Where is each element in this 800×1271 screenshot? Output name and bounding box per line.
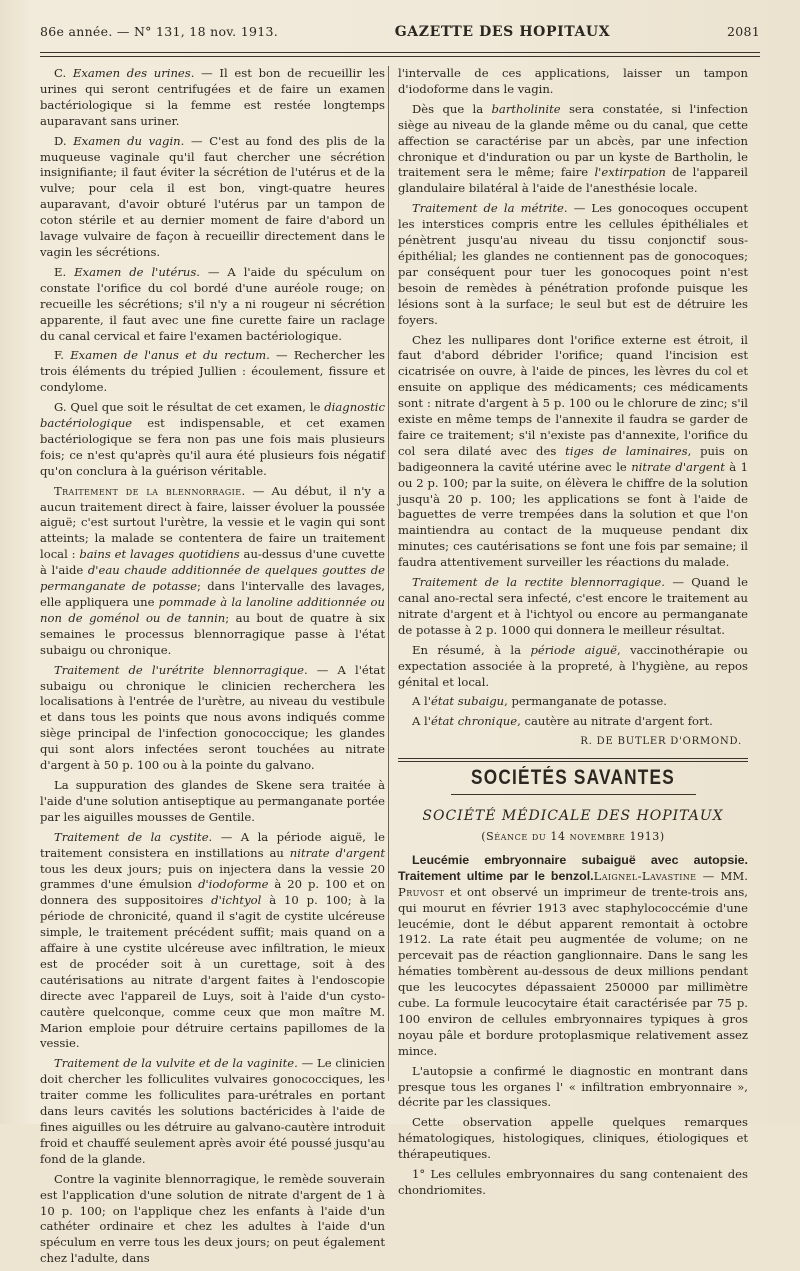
paragraph <box>40 484 385 659</box>
running-header <box>40 24 760 48</box>
paragraph <box>398 694 748 710</box>
italic-span: tiges de laminaires <box>565 443 688 458</box>
italic-span: Traitement de la rectite blennorragique. <box>412 575 665 590</box>
text-span: — Il est bon de recueillir les urines qui seront centrifugées et de faire un examen bactériologique si la femme est restée longtemps auparavant sans uriner. <box>40 66 385 128</box>
text-span: tous les deux jours; puis on injectera dans la vessie 20 grammes d'une émulsion <box>40 861 385 892</box>
left-column <box>40 66 385 1271</box>
text-span: sera constatée, si l'infection siège au niveau de la glande même ou du canal, que cette affection se caractérise par un abcès, par une infection chronique et d'induration ou par un kyste de Bartholin, le traitement sera le même; faire <box>398 101 748 180</box>
text-span: — A l'état subaigu ou chronique le clinicien recherchera les localisations à l'entrée de l'urètre, au niveau du vestibule et dans tous les points que nous avons indiqués comme siège principal de l'infection gonococcique; les glandes qui sont alors infectées seront touchées au nitrate d'argent à 50 p. 100 ou à la pointe du galvano. <box>40 662 385 773</box>
text-span: de l'appareil glandulaire bilatéral à l'aide de l'anesthésie locale. <box>398 165 748 196</box>
text-span: A l' <box>412 714 431 729</box>
text-span: et <box>444 884 468 899</box>
society-title: SOCIÉTÉ MÉDICALE DES HOPITAUX <box>422 808 724 825</box>
text-span: Dès que la <box>412 101 492 116</box>
italic-span: d'eau chaude additionnée de quelques gouttes de permanganate de potasse <box>40 563 385 594</box>
paragraph <box>398 1064 748 1112</box>
paragraph <box>398 853 748 1060</box>
italic-span: état chronique <box>430 714 518 729</box>
page-number: 2081 <box>726 24 760 39</box>
paragraph <box>398 333 748 572</box>
smallcaps-span: Pruvost <box>398 884 445 899</box>
italic-span: bartholinite <box>491 101 561 116</box>
paragraph <box>40 663 385 774</box>
text-span: En résumé, à la <box>412 642 531 657</box>
text-span: E. <box>54 264 75 279</box>
text-span: — A l'aide du spéculum on constate l'orifice du col bordé d'une auréole rouge; on recueille les sécrétions; s'il n'y a ni rougeur ni sécrétion apparente, il faut avec une fine curette faire un raclage du canal cervical et faire l'examen bactériologique. <box>40 264 385 343</box>
smallcaps-span: Traitement de la blennorragie. <box>54 483 246 498</box>
issue-info: 86e année. — N° 131, 18 nov. 1913. <box>40 24 278 39</box>
text-span: — Quand le canal ano-rectal sera infecté, c'est encore le traitement au nitrate d'argent et à l'ichtyol ou encore au permanganate de potasse à 2 p. 1000 qui donnera le meilleur résultat. <box>398 575 748 637</box>
header-rule-thin <box>40 56 760 57</box>
text-span: Contre la vaginite blennorragique, le remède souverain est l'application d'une solution de nitrate d'argent de 1 à 10 p. 100; on l'applique chez les enfants à l'aide d'un cathéter ordinaire et chez les adultes à l'aide d'un spéculum en verre tous les deux jours; on peut également chez l'adulte, dans <box>40 1171 385 1266</box>
header-rule <box>40 52 760 53</box>
text-span: — A la période aiguë, le traitement consistera en instillations au <box>40 829 386 860</box>
text-span: A l' <box>412 694 431 709</box>
right-column <box>398 66 748 1203</box>
text-span: D. <box>54 133 74 148</box>
text-span: est indispensable, et cet examen bactériologique se fera non pas une fois mais plusieurs fois; ce n'est qu'après qu'il aura été plusieurs fois négatif qu'on conclura à la guérison véritable. <box>40 416 385 478</box>
paragraph <box>398 1167 748 1199</box>
paragraph <box>40 66 385 130</box>
text-span: C. <box>54 66 73 80</box>
text-span: 1° Les cellules embryonnaires du sang contenaient des chondriomites. <box>398 1167 748 1197</box>
text-span: — MM. <box>696 868 748 883</box>
text-span: , permanganate de potasse. <box>504 694 667 709</box>
paragraph <box>398 102 748 197</box>
paragraph <box>398 575 748 639</box>
paragraph <box>40 265 385 345</box>
paragraph <box>398 1115 748 1163</box>
paragraph <box>40 1056 385 1167</box>
italic-span: Examen de l'anus et du rectum. <box>70 348 270 363</box>
italic-span: nitrate d'argent <box>289 845 386 860</box>
italic-span: bains et lavages quotidiens <box>79 547 240 562</box>
italic-span: Examen de l'utérus. <box>74 264 200 279</box>
italic-span: d'ichtyol <box>211 893 262 908</box>
italic-span: Traitement de l'urétrite blennorragique. <box>54 662 308 677</box>
text-span: — Les gonocoques occupent les interstices compris entre les cellules épithéliales et pénètrent jusqu'au niveau du tissu conjonctif sous-épithélial; les glandes ne contiennent pas de gonocoques; par conséquent pour tuer les gonocoques point n'est besoin de remèdes à pénétration profonde puisque les lésions sont à la surface; le seul but est de détruire les foyers. <box>398 201 748 327</box>
text-span: à 1 ou 2 p. 100; par la suite, on élèvera le chiffre de la solution jusqu'à 20 p. 100; les applications se font à l'aide de baguettes de verre trempées dans la solution et que l'on maintiendra au contact de la muqueuse pendant dix minutes; ces cautérisations se font une fois par semaine; il faudra attentivement surveiller les réactions du malade. <box>398 459 748 570</box>
paragraph <box>40 830 385 1053</box>
session-date: (Séance du 14 novembre 1913) <box>481 829 665 843</box>
italic-span: Traitement de la métrite. <box>412 201 568 216</box>
text-span: — Rechercher les trois éléments du trépied Jullien : écoulement, fissure et condylome. <box>40 348 385 395</box>
section-title-rule <box>451 794 696 795</box>
italic-span: diagnostic bactériologique <box>40 400 385 431</box>
italic-span: état subaigu <box>430 694 505 709</box>
paragraph <box>398 714 748 730</box>
italic-span: Examen des urines. <box>72 66 195 80</box>
italic-span: nitrate d'argent <box>631 459 725 474</box>
smallcaps-span: Laignel-Lavastine <box>593 868 697 883</box>
text-span: l'intervalle de ces applications, laisser un tampon d'iodoforme dans le vagin. <box>398 66 748 96</box>
italic-span: pommade à la lanoline additionnée ou non de goménol ou de tannin <box>40 595 385 625</box>
text-span: ; au bout de quatre à six semaines le processus blennorragique passe à l'état subaigu ou chronique. <box>40 610 385 657</box>
paragraph <box>40 348 385 396</box>
journal-title: GAZETTE DES HOPITAUX <box>394 24 611 40</box>
italic-span: Traitement de la cystite. <box>54 829 213 844</box>
paragraph <box>398 201 748 328</box>
text-span: La suppuration des glandes de Skene sera traitée à l'aide d'une solution antiseptique au permanganate portée par les aiguilles mousses de Gentile. <box>40 777 385 824</box>
paragraph <box>398 66 748 98</box>
author-signature: R. DE BUTLER D'ORMOND. <box>580 736 742 748</box>
italic-span: Examen du vagin. <box>73 133 185 148</box>
paragraph <box>40 778 385 826</box>
text-span: — C'est au fond des plis de la muqueuse vaginale qu'il faut chercher une sécrétion insignifiante; il faut éviter la sécrétion de l'utérus et de la vulve; pour cela il est bon, vingt-quatre heures auparavant, d'avoir obturé l'utérus par un tampon de coton stérile et au dernier moment de faire d'abord un lavage vulvaire de façon à recueillir directement dans le vagin les sécrétions. <box>40 133 385 259</box>
text-span: Chez les nullipares dont l'orifice externe est étroit, il faut d'abord débrider l'orifice; quand l'incision est cicatrisée on ouvre, à l'aide de pinces, les lèvres du col et ensuite on applique des médicaments; ces médicaments sont : nitrate d'argent à 5 p. 100 ou le chlorure de zinc; s'il existe en même temps de l'annexite il faudra se garder de faire ce traitement; s'il n'existe pas d'annexite, l'orifice du col sera dilaté avec des <box>398 332 748 458</box>
text-span: à 10 p. 100; à la période de chronicité, quand il s'agit de cystite ulcéreuse simple, le traitement précédent suffit; mais quand on a affaire à une cystite ulcéreuse avec infiltration, le mieux est de procéder soit à un curettage, soit à des cautérisations au nitrate d'argent faites à l'endoscopie directe avec l'appareil de Luys, soit à l'aide d'un cysto-cautère quelconque, comme ceux que mon maître M. Marion emploie pour détruire certains papillomes de la vessie. <box>40 893 386 1051</box>
paragraph <box>40 134 385 261</box>
column-divider <box>388 66 389 1081</box>
italic-span: Traitement de la vulvite et de la vaginite. <box>54 1056 298 1071</box>
paragraph <box>40 400 385 480</box>
text-span: — Le clinicien doit chercher les folliculites vulvaires gonococciques, les traiter comme les folliculites para-urétrales en portant dans leurs cavités les solutions bactéricides à l'aide de fines aiguilles ou les détruire au galvano-cautère introduit froid et chauffé seulement après avoir été poussé jusqu'au fond de la glande. <box>40 1056 386 1166</box>
italic-span: période aiguë <box>530 642 618 657</box>
italic-span: l'extirpation <box>594 165 666 180</box>
section-title: SOCIÉTÉS SAVANTES <box>470 766 675 790</box>
text-span: F. <box>54 348 71 363</box>
text-span: Cette observation appelle quelques remarques hématologiques, histologiques, cliniques, étiologiques et thérapeutiques. <box>398 1115 748 1162</box>
paragraph <box>398 643 748 691</box>
text-span: ; dans l'intervalle des lavages, elle appliquera une <box>40 579 385 609</box>
text-span: à 20 p. 100 et on donnera des suppositoires <box>40 877 385 908</box>
text-span: au-dessus d'une cuvette à l'aide <box>40 547 386 578</box>
text-span: , cautère au nitrate d'argent fort. <box>517 714 713 729</box>
bold-heading: Leucémie embryonnaire subaiguë avec autopsie. Traitement ultime par le benzol. <box>398 852 748 883</box>
text-span: L'autopsie a confirmé le diagnostic en montrant dans presque tous les organes l' « infiltration embryonnaire », décrite par les classiques. <box>398 1063 748 1110</box>
text-span: — Au début, il n'y a aucun traitement direct à faire, laisser évoluer la poussée aiguë; c'est surtout l'urètre, la vessie et le vagin qui sont atteints; la malade se contentera de faire un traitement local : <box>40 483 385 562</box>
text-span: , puis on badigeonnera la cavité utérine avec le <box>398 443 748 474</box>
text-span: G. Quel que soit le résultat de cet examen, le <box>54 400 325 415</box>
text-span: ont observé un imprimeur de trente-trois ans, qui mourut en février 1913 avec staphylococcémie d'une leucémie, dont le début apparent remontait à octobre 1912. La rate était peu augmentée de volume; on ne percevait pas de réaction ganglionnaire. Dans le sang les hématies tombèrent au-dessous de deux millions pendant que les leucocytes dépassaient 250000 par millimètre cube. La formule leucocytaire était caractérisée par 75 p. 100 environ de cellules embryonnaires typiques à gros noyau pâle et bordure protoplasmique relativement assez mince. <box>398 884 748 1058</box>
section-divider <box>398 758 748 762</box>
text-span: , vaccinothérapie ou expectation associée à la propreté, à l'hygiène, au repos génital et local. <box>398 642 748 689</box>
italic-span: d'iodoforme <box>198 877 269 892</box>
paragraph <box>40 1172 385 1267</box>
